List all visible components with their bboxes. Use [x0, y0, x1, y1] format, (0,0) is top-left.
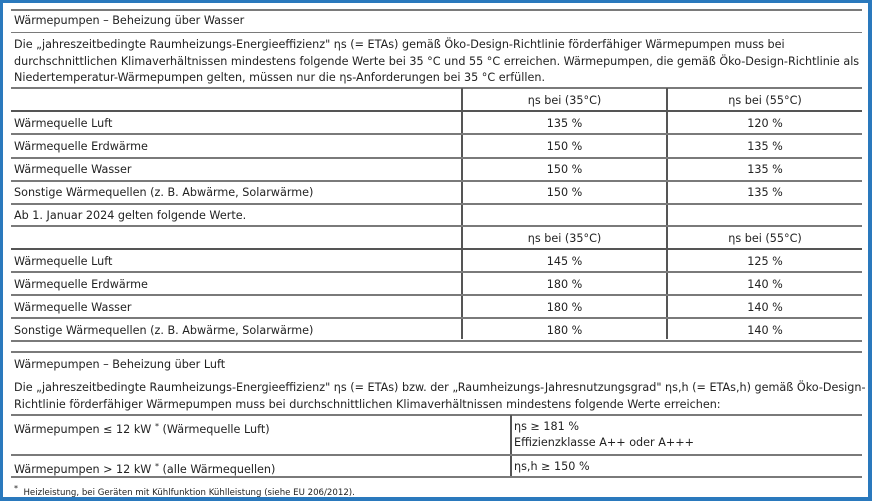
section1-intro-line2: durchschnittlichen Klimaverhältnissen mindestens folgende Werte bei 35 °C und 55 °C erreichen. Wärmepumpen, die gemäß Öko-Design-Richtlinie als — [14, 55, 860, 68]
row-55c: 140 % — [747, 278, 783, 291]
row-source: Wärmequelle Erdwärme — [14, 278, 148, 291]
divider — [11, 133, 862, 135]
divider — [11, 87, 862, 89]
row-source: Wärmequelle Wasser — [14, 301, 132, 314]
row-55c: 140 % — [747, 301, 783, 314]
header-35c: ηs bei (35°C) — [527, 94, 602, 107]
section1-intro-line1: Die „jahreszeitbedingte Raumheizungs-Energieeffizienz" ηs (= ETAs) gemäß Öko-Design-Richtlinie förderfähiger Wärmepumpen muss bei — [14, 38, 785, 51]
req-le12kw-line2: Effizienzklasse A++ oder A+++ — [514, 436, 694, 449]
divider — [11, 110, 862, 112]
row-55c: 135 % — [747, 163, 783, 176]
divider — [11, 454, 862, 456]
footnote — [14, 481, 355, 501]
row-35c: 150 % — [546, 186, 583, 199]
column-divider — [510, 415, 512, 478]
row-35c: 150 % — [546, 163, 583, 176]
row-35c: 135 % — [546, 117, 583, 130]
section2-intro-line2: Richtlinie förderfähiger Wärmepumpen muss bei durchschnittlichen Klimaverhältnissen mindestens folgende Werte erreichen: — [14, 398, 721, 411]
footnote-marker: * — [14, 484, 18, 493]
row-55c: 140 % — [747, 324, 783, 337]
section2-intro-line1: Die „jahreszeitbedingte Raumheizungs-Energieeffizienz" ηs (= ETAs) bzw. der „Raumheizungs-Jahresnutzungsgrad" ηs,h (= ETAs,h) gemäß Öko-Design- — [14, 381, 866, 394]
divider — [11, 225, 862, 227]
header-55c-2024: ηs bei (55°C) — [728, 232, 802, 245]
divider — [11, 414, 862, 416]
section1-intro-line3: Niedertemperatur-Wärmepumpen gelten, müssen nur die ηs-Anforderungen bei 35 °C erfüllen. — [14, 71, 546, 84]
divider — [11, 157, 862, 159]
divider — [11, 340, 862, 342]
row-source: Wärmequelle Luft — [14, 117, 113, 130]
divider — [11, 476, 862, 478]
row-35c: 180 % — [546, 301, 583, 314]
row-source: Sonstige Wärmequellen (z. B. Abwärme, Solarwärme) — [14, 186, 314, 199]
divider — [11, 9, 862, 11]
row-35c: 180 % — [546, 324, 583, 337]
footnote-text: Heizleistung, bei Geräten mit Kühlfunktion Kühlleistung (siehe EU 206/2012). — [23, 488, 355, 498]
row-source: Wärmequelle Wasser — [14, 163, 132, 176]
label-suffix: (alle Wärmequellen) — [162, 463, 276, 476]
header-35c-2024: ηs bei (35°C) — [527, 232, 602, 245]
divider — [11, 294, 862, 296]
label-text: Wärmepumpen > 12 kW — [14, 463, 152, 476]
section-title-water: Wärmepumpen – Beheizung über Wasser — [14, 14, 245, 27]
row-55c: 135 % — [747, 186, 783, 199]
row-35c: 150 % — [546, 140, 583, 153]
divider — [11, 271, 862, 273]
header-55c: ηs bei (55°C) — [728, 94, 802, 107]
label-suffix: (Wärmequelle Luft) — [162, 423, 270, 436]
row-source: Wärmequelle Erdwärme — [14, 140, 148, 153]
row-source: Sonstige Wärmequellen (z. B. Abwärme, Solarwärme) — [14, 324, 314, 337]
row-35c: 145 % — [546, 255, 583, 268]
divider — [11, 180, 862, 182]
footnote-marker: * — [154, 462, 159, 471]
divider — [11, 32, 862, 33]
divider — [11, 317, 862, 319]
req-le12kw-line1: ηs ≥ 181 % — [514, 420, 579, 433]
row-label-le12kw — [14, 419, 270, 438]
row-55c: 120 % — [747, 117, 783, 130]
row-55c: 125 % — [747, 255, 783, 268]
footnote-marker: * — [154, 422, 159, 431]
row-35c: 180 % — [546, 278, 583, 291]
divider — [11, 203, 862, 205]
label-text: Wärmepumpen ≤ 12 kW — [14, 423, 152, 436]
row-source: Wärmequelle Luft — [14, 255, 113, 268]
req-gt12kw-line1: ηs,h ≥ 150 % — [514, 460, 590, 473]
divider — [11, 351, 862, 353]
divider — [11, 248, 862, 250]
note-2024: Ab 1. Januar 2024 gelten folgende Werte. — [14, 209, 247, 222]
row-55c: 135 % — [747, 140, 783, 153]
section-title-air: Wärmepumpen – Beheizung über Luft — [14, 358, 226, 371]
